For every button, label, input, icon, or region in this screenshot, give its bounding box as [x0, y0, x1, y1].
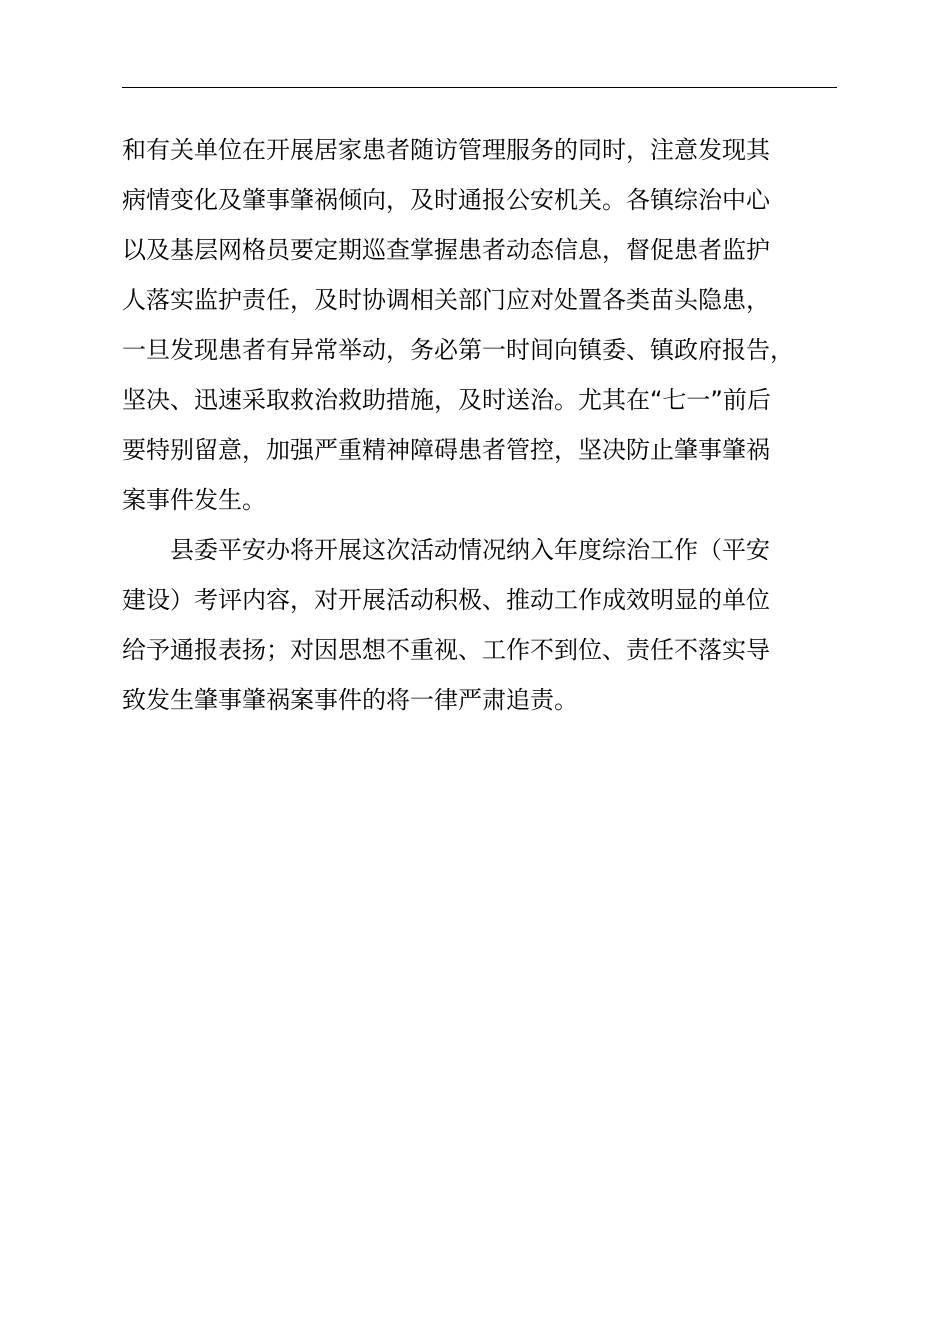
text-line: 建设）考评内容，对开展活动积极、推动工作成效明显的单位 [122, 586, 770, 614]
text-line: 要特别留意，加强严重精神障碍患者管控，坚决防止肇事肇祸 [122, 436, 770, 464]
text-line: 案事件发生。 [122, 486, 266, 514]
text-line: 和有关单位在开展居家患者随访管理服务的同时，注意发现其 [122, 136, 770, 164]
paragraph-2 [122, 525, 862, 725]
text-line: 致发生肇事肇祸案事件的将一律严肃追责。 [122, 686, 578, 714]
text-line: 人落实监护责任，及时协调相关部门应对处置各类苗头隐患， [122, 286, 770, 314]
text-line: 病情变化及肇事肇祸倾向，及时通报公安机关。各镇综治中心 [122, 186, 770, 214]
header-rule [122, 87, 837, 88]
text-line: 坚决、迅速采取救治救助措施，及时送治。尤其在“七一”前后 [122, 386, 771, 414]
document-body [122, 125, 862, 725]
paragraph-1 [122, 125, 862, 525]
text-line: 以及基层网格员要定期巡查掌握患者动态信息，督促患者监护 [122, 236, 770, 264]
text-line: 一旦发现患者有异常举动，务必第一时间向镇委、镇政府报告， [122, 336, 794, 364]
text-line: 给予通报表扬；对因思想不重视、工作不到位、责任不落实导 [122, 636, 770, 664]
text-line: 县委平安办将开展这次活动情况纳入年度综治工作（平安 [170, 536, 770, 564]
